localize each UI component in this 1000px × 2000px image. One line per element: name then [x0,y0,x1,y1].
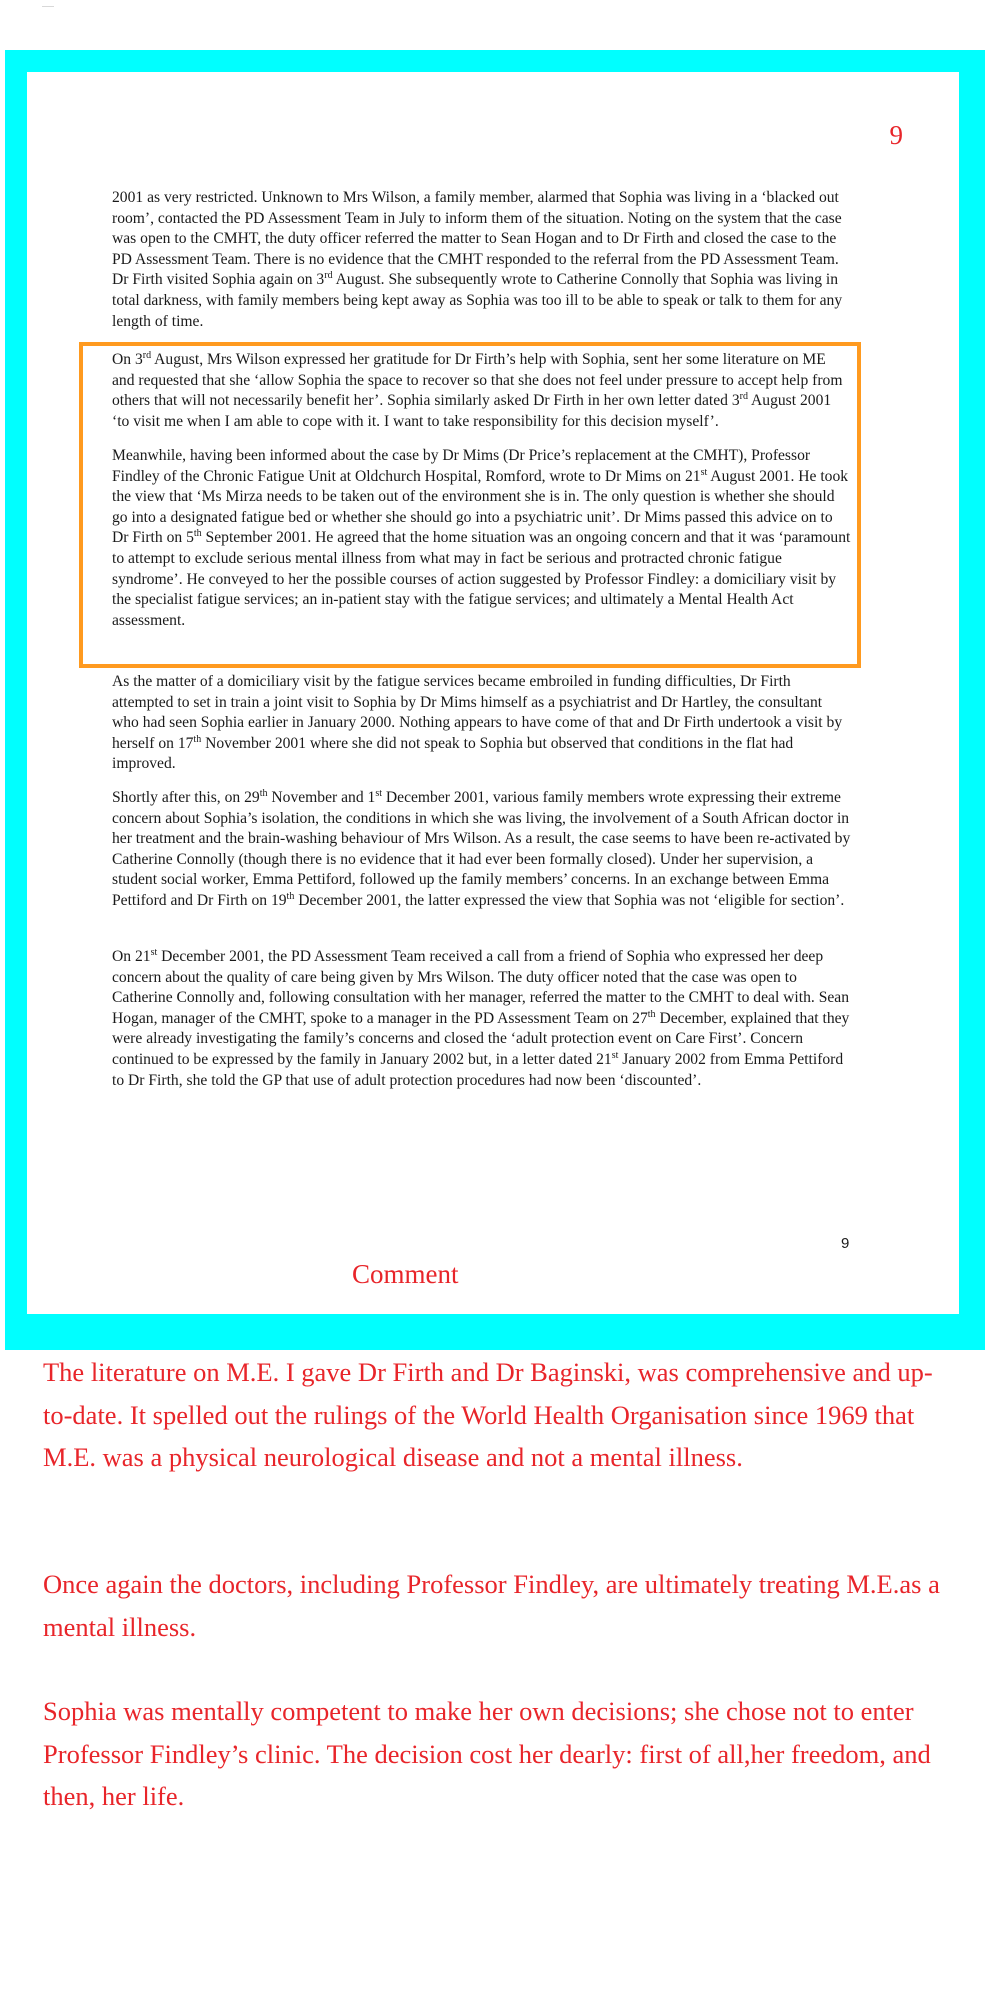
comment-heading: Comment [352,1259,459,1289]
highlight-frame [5,50,985,1350]
paragraph-2: On 3rd August, Mrs Wilson expressed her gratitude for Dr Firth’s help with Sophia, sent her some literature on ME and requested that she ‘allow Sophia the space to recover so that she does not feel under pressure to accept help from others that will not necessarily benefit her’. Sophia similarly asked Dr Firth in her own letter dated 3rd August 2001 ‘to visit me when I am able to cope with it. I want to take responsibility for this decision myself’. [112,349,843,430]
paragraph-5: Shortly after this, on 29th November and 1st December 2001, various family members wrote expressing their extreme concern about Sophia’s isolation, the conditions in which she was living, the involvement of a South African doctor in her treatment and the brain-washing behaviour of Mrs Wilson. As a result, the case seems to have been re-activated by Catherine Connolly (though there is no evidence that it had ever been formally closed). Under her supervision, a student social worker, Emma Pettiford, followed up the family members’ concerns. In an exchange between Emma Pettiford and Dr Firth on 19th December 2001, the latter expressed the view that Sophia was not ‘eligible for section’. [112,787,851,909]
comment-paragraph-3: Sophia was mentally competent to make her own decisions; she chose not to enter Professor Findley’s clinic. The decision cost her dearly: first of all,her freedom, and then, her life. [43,1696,931,1811]
paragraph-3: Meanwhile, having been informed about the case by Dr Mims (Dr Price’s replacement at the CMHT), Professor Findley of the Chronic Fatigue Unit at Oldchurch Hospital, Romford, wrote to Dr Mims on 21st August 2001. He took the view that ‘Ms Mirza needs to be taken out of the environment she is in. The only question is whether she should go into a designated fatigue bed or whether she should go into a psychiatric unit’. Dr Mims passed this advice on to Dr Firth on 5th September 2001. He agreed that the home situation was an ongoing concern and that it was ‘paramount to attempt to exclude serious mental illness from what may in fact be serious and protracted chronic fatigue syndrome’. He conveyed to her the possible courses of action suggested by Professor Findley: a domiciliary visit by the specialist fatigue services; an in-patient stay with the fatigue services; and ultimately a Mental Health Act assessment. [112,447,851,629]
paragraph-6: On 21st December 2001, the PD Assessment Team received a call from a friend of Sophia who expressed her deep concern about the quality of care being given by Mrs Wilson. The duty officer noted that the case was open to Catherine Connolly and, following consultation with her manager, referred the matter to the CMHT to deal with. Sean Hogan, manager of the CMHT, spoke to a manager in the PD Assessment Team on 27th December, explained that they were already investigating the family’s concerns and closed the ‘adult protection event on Care First’. Concern continued to be expressed by the family in January 2002 but, in a letter dated 21st January 2002 from Emma Pettiford to Dr Firth, she told the GP that use of adult protection procedures had now been ‘discounted’. [112,946,850,1089]
paragraph-1: 2001 as very restricted. Unknown to Mrs Wilson, a family member, alarmed that Sophia was living in a ‘blacked out room’, contacted the PD Assessment Team in July to inform them of the situation. Noting on the system that the case was open to the CMHT, the duty officer referred the matter to Sean Hogan and to Dr Firth and closed the case to the PD Assessment Team. There is no evidence that the CMHT responded to the referral from the PD Assessment Team. Dr Firth visited Sophia again on 3rd August. She subsequently wrote to Catherine Connolly that Sophia was living in total darkness, with family members being kept away as Sophia was too ill to be able to speak or talk to them for any length of time. [112,189,843,330]
paragraph-4: As the matter of a domiciliary visit by the fatigue services became embroiled in funding difficulties, Dr Firth attempted to set in train a joint visit to Sophia by Dr Mims himself as a psychiatrist and Dr Hartley, the consultant who had seen Sophia earlier in January 2000. Nothing appears to have come of that and Dr Firth undertook a visit by herself on 17th November 2001 where she did not speak to Sophia but observed that conditions in the flat had improved. [112,673,843,773]
document-page [27,72,959,1314]
comment-paragraph-1: The literature on M.E. I gave Dr Firth and Dr Baginski, was comprehensive and up-to-date. It spelled out the rulings of the World Health Organisation since 1969 that M.E. was a physical neurological disease and not a mental illness. [43,1357,933,1472]
comment-paragraph-2: Once again the doctors, including Professor Findley, are ultimately treating M.E.as a mental illness. [43,1569,940,1642]
page-number-bottom: 9 [841,1235,850,1252]
scan-speck [42,6,54,7]
page-number-top: 9 [889,120,903,150]
